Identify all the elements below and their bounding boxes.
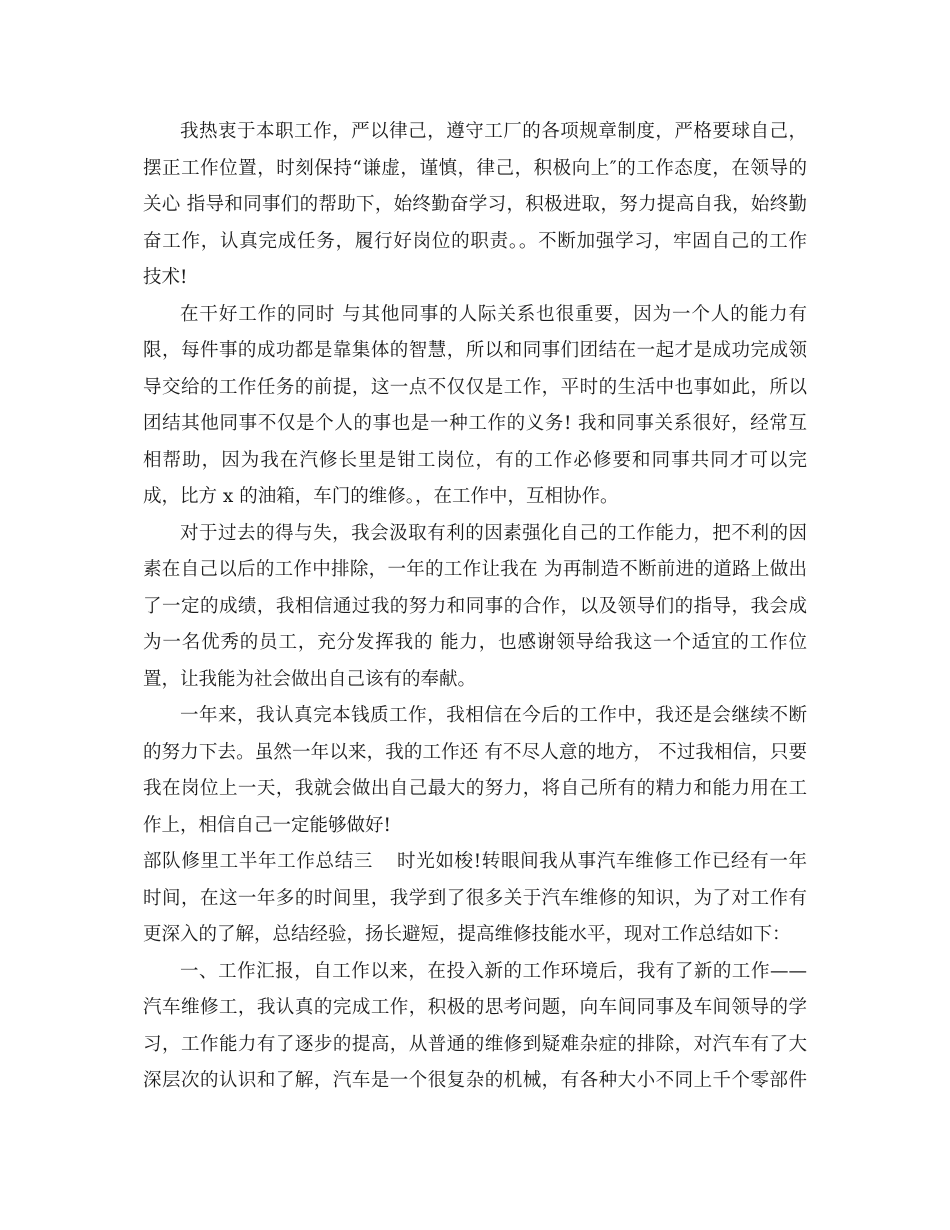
paragraph-2-line-6: 成，比方 x 的油箱，车门的维修。，在工作中，互相协作。 xyxy=(143,486,619,507)
section-heading: 部队修里工半年工作总结三 xyxy=(143,851,374,872)
paragraph-2-line-4: 团结其他同事不仅是个人的事也是一种工作的义务! 我和同事关系很好，经常互 xyxy=(143,413,807,434)
paragraph-4-line-2: 的努力下去。虽然一年以来，我的工作还 有不尽人意的地方， 不过我相信，只要 xyxy=(143,741,807,763)
paragraph-4-line-3: 我在岗位上一天，我就会做出自己最大的努力，将自己所有的精力和能力用在工 xyxy=(143,778,807,799)
paragraph-6-line-1: 一、工作汇报，自工作以来，在投入新的工作环境后，我有了新的工作—— xyxy=(180,960,807,982)
paragraph-5-line-2: 时间，在这一年多的时间里，我学到了很多关于汽车维修的知识，为了对工作有 xyxy=(143,887,807,909)
paragraph-5-line-1-text: 时光如梭!转眼间我从事汽车维修工作已经有一年 xyxy=(397,851,807,872)
paragraph-1-line-3: 关心 指导和同事们的帮助下，始终勤奋学习，积极进取，努力提高自我，始终勤 xyxy=(143,194,807,215)
paragraph-1-line-2: 摆正工作位置，时刻保持“谦虚，谨慎，律己，积极向上″的工作态度，在领导的 xyxy=(143,157,807,179)
paragraph-4-line-1: 一年来，我认真完本钱质工作，我相信在今后的工作中，我还是会继续不断 xyxy=(180,705,807,726)
paragraph-1-line-5: 技术! xyxy=(143,267,188,288)
document-body xyxy=(143,114,807,1100)
paragraph-3-line-2: 素在自己以后的工作中排除，一年的工作让我在 为再制造不断前进的道路上做出 xyxy=(143,559,807,580)
paragraph-6-line-3: 习，工作能力有了逐步的提高，从普通的维修到疑难杂症的排除，对汽车有了大 xyxy=(143,1033,807,1055)
paragraph-2-line-5: 相帮助，因为我在汽修长里是钳工岗位，有的工作必修要和同事共同才可以完 xyxy=(143,449,807,471)
paragraph-3-line-4: 为一名优秀的员工，充分发挥我的 能力，也感谢领导给我这一个适宜的工作位 xyxy=(143,632,807,653)
paragraph-2-line-2: 限，每件事的成功都是靠集体的智慧，所以和同事们团结在一起才是成功完成领 xyxy=(143,340,807,361)
paragraph-2-line-3: 导交给的工作任务的前提，这一点不仅仅是工作，平时的生活中也事如此，所以 xyxy=(143,376,807,398)
paragraph-1-line-4: 奋工作，认真完成任务，履行好岗位的职责。。不断加强学习，牢固自己的工作 xyxy=(143,230,807,252)
paragraph-6-line-4: 深层次的认识和了解，汽车是一个很复杂的机械，有各种大小不同上千个零部件 xyxy=(143,1070,807,1091)
paragraph-6-line-2: 汽车维修工，我认真的完成工作，积极的思考问题，向车间同事及车间领导的学 xyxy=(143,997,807,1018)
paragraph-1-line-1: 我热衷于本职工作，严以律己，遵守工厂的各项规章制度，严格要球自己， xyxy=(180,121,807,142)
paragraph-5-line-1 xyxy=(143,844,807,881)
paragraph-3-line-3: 了一定的成绩，我相信通过我的努力和同事的合作，以及领导们的指导，我会成 xyxy=(143,595,807,617)
paragraph-3-line-1: 对于过去的得与失，我会汲取有利的因素强化自己的工作能力，把不利的因 xyxy=(180,522,807,544)
paragraph-4-line-4: 作上，相信自己一定能够做好! xyxy=(143,814,391,836)
paragraph-3-line-5: 置，让我能为社会做出自己该有的奉献。 xyxy=(143,668,477,690)
paragraph-2-line-1: 在干好工作的同时 与其他同事的人际关系也很重要，因为一个人的能力有 xyxy=(180,303,807,325)
paragraph-5-line-3: 更深入的了解，总结经验，扬长避短，提高维修技能水平，现对工作总结如下： xyxy=(143,924,791,945)
